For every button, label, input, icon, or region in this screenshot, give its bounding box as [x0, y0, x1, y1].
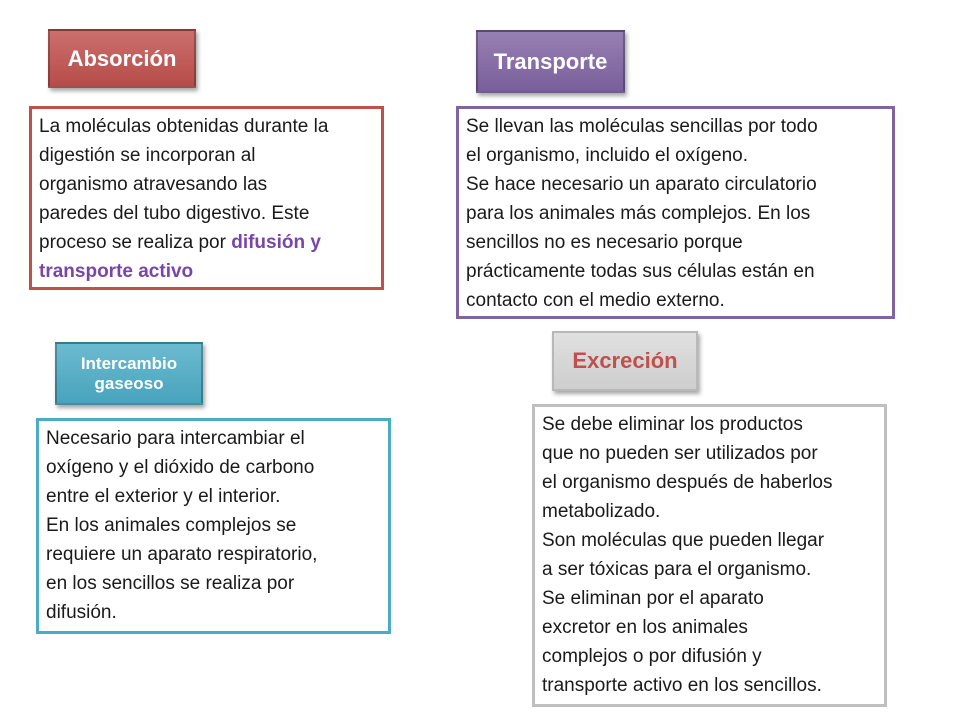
absorcion-highlight-transporte: transporte activo [39, 261, 194, 282]
absorcion-line-5-text: proceso se realiza por [39, 232, 232, 253]
excrecion-line-8: excretor en los animales [542, 617, 748, 638]
intercambio-title-line-2: gaseoso [94, 373, 164, 393]
transporte-title: Transporte [493, 48, 608, 74]
absorcion-line-5 [39, 228, 381, 257]
excrecion-text-box [532, 404, 887, 707]
intercambio-line-4: En los animales complejos se [46, 515, 297, 536]
transporte-line-4: para los animales más complejos. En los [466, 203, 811, 224]
intercambio-line-5: requiere un aparato respiratorio, [46, 544, 318, 565]
absorcion-text-box [29, 106, 384, 290]
excrecion-line-7: Se eliminan por el aparato [542, 588, 764, 609]
intercambio-line-7: difusión. [46, 602, 117, 623]
excrecion-line-4: metabolizado. [542, 501, 661, 522]
excrecion-line-3: el organismo después de haberlos [542, 472, 833, 493]
absorcion-line-1: La moléculas obtenidas durante la [39, 116, 329, 137]
excrecion-title: Excreción [572, 348, 678, 373]
transporte-line-6: prácticamente todas sus células están en [466, 261, 815, 282]
excrecion-line-9: complejos o por difusión y [542, 646, 762, 667]
intercambio-line-6: en los sencillos se realiza por [46, 573, 295, 594]
absorcion-line-3: organismo atravesando las [39, 174, 268, 195]
transporte-line-5: sencillos no es necesario porque [466, 232, 743, 253]
excrecion-line-10: transporte activo en los sencillos. [542, 675, 822, 696]
intercambio-label [55, 342, 203, 405]
absorcion-highlight-difusion: difusión y [231, 232, 321, 253]
absorcion-line-4: paredes del tubo digestivo. Este [39, 203, 310, 224]
transporte-label [476, 30, 625, 93]
transporte-line-3: Se hace necesario un aparato circulatorio [466, 174, 817, 195]
transporte-line-7: contacto con el medio externo. [466, 290, 725, 311]
transporte-line-1: Se llevan las moléculas sencillas por todo [466, 116, 818, 137]
transporte-text-box [456, 106, 895, 319]
excrecion-line-2: que no pueden ser utilizados por [542, 443, 818, 464]
excrecion-line-5: Son moléculas que pueden llegar [542, 530, 825, 551]
intercambio-line-1: Necesario para intercambiar el [46, 428, 305, 449]
intercambio-text-box [36, 418, 391, 634]
intercambio-line-3: entre el exterior y el interior. [46, 486, 281, 507]
absorcion-title: Absorción [67, 45, 177, 71]
intercambio-line-2: oxígeno y el dióxido de carbono [46, 457, 315, 478]
excrecion-line-6: a ser tóxicas para el organismo. [542, 559, 812, 580]
excrecion-line-1: Se debe eliminar los productos [542, 414, 803, 435]
absorcion-label [48, 29, 196, 88]
excrecion-label [552, 331, 698, 391]
intercambio-title-line-1: Intercambio [80, 353, 178, 373]
transporte-line-2: el organismo, incluido el oxígeno. [466, 145, 749, 166]
absorcion-line-2: digestión se incorporan al [39, 145, 256, 166]
absorcion-line-6 [39, 257, 381, 286]
